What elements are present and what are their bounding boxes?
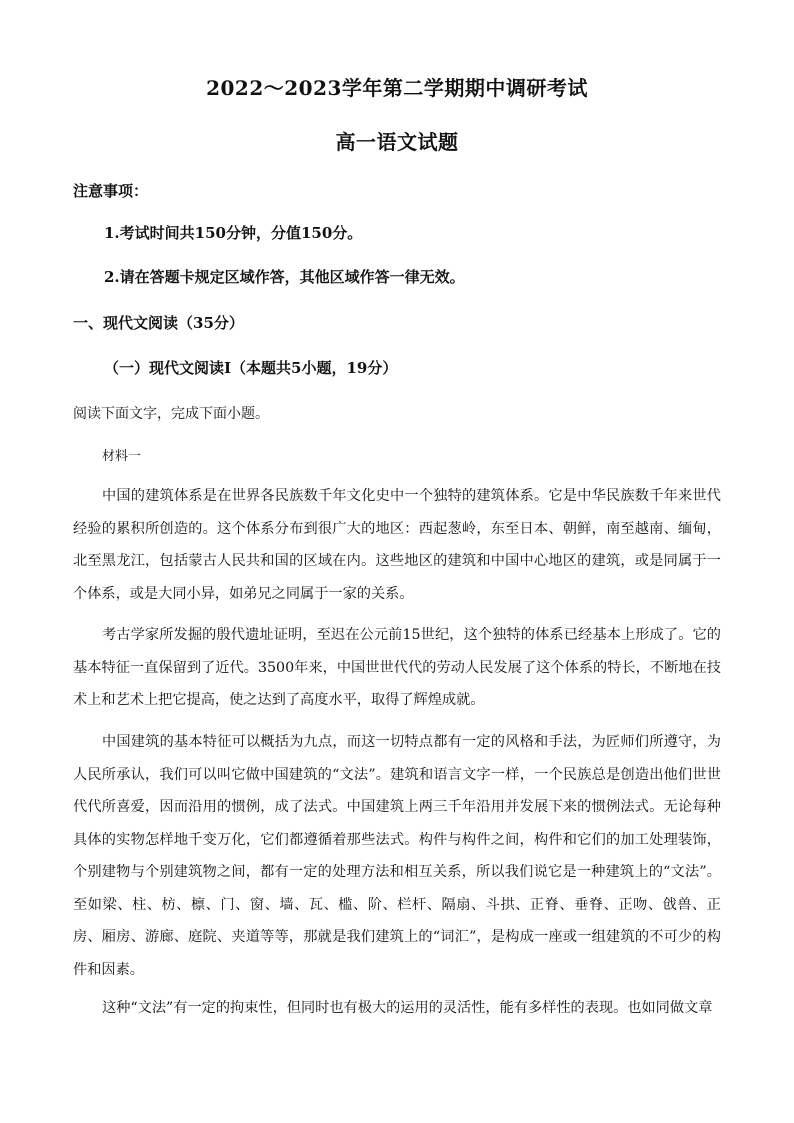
passage-paragraph: 考古学家所发掘的殷代遗址证明，至迟在公元前15世纪，这个独特的体系已经基本上形成了。它的基本特征一直保留到了近代。3500年来，中国世世代代的劳动人民发展了这个体系的特长，不断地在技术上和艺术上把它提高，使之达到了高度水平，取得了辉煌成就。 xyxy=(73,627,721,708)
notice-item: 1.考试时间共150分钟，分值150分。 xyxy=(104,224,363,242)
reading-instruction: 阅读下面文字，完成下面小题。 xyxy=(73,406,269,422)
passage-paragraph: 中国的建筑体系是在世界各民族数千年文化史中一个独特的建筑体系。它是中华民族数千年来世代经验的累积所创造的。这个体系分布到很广大的地区：西起葱岭，东至日本、朝鲜，南至越南、缅甸，北至黑龙江，包括蒙古人民共和国的区域在内。这些地区的建筑和中国中心地区的建筑，或是同属于一个体系，或是大同小异，如弟兄之同属于一家的关系。 xyxy=(73,488,721,602)
passage-paragraph: 中国建筑的基本特征可以概括为九点，而这一切特点都有一定的风格和手法，为匠师们所遵守，为人民所承认，我们可以叫它做中国建筑的“文法”。建筑和语言文字一样，一个民族总是创造出他们世世代代所喜爱，因而沿用的惯例，成了法式。中国建筑上两三千年沿用并发展下来的惯例法式。无论每种具体的实物怎样地千变万化，它们都遵循着那些法式。构件与构件之间，构件和它们的加工处理装饰，个别建物与个别建筑物之间，都有一定的处理方法和相互关系，所以我们说它是一种建筑上的“文法”。至如梁、柱、枋、檩、门、窗、墙、瓦、槛、阶、栏杆、隔扇、斗拱、正脊、垂脊、正吻、戗兽、正房、厢房、游廊、庭院、夹道等等，那就是我们建筑上的“词汇”，是构成一座或一组建筑的不可少的构件和因素。 xyxy=(73,734,721,978)
notice-item: 2.请在答题卡规定区域作答，其他区域作答一律无效。 xyxy=(104,268,465,286)
material-label: 材料一 xyxy=(102,449,142,464)
exam-subtitle: 高一语文试题 xyxy=(335,130,459,154)
subsection-title: （一）现代文阅读Ⅰ（本题共5小题，19分） xyxy=(104,359,398,377)
notice-heading: 注意事项： xyxy=(73,182,149,200)
passage-paragraph: 这种“文法”有一定的拘束性，但同时也有极大的运用的灵活性，能有多样性的表现。也如同做文章 xyxy=(102,1000,713,1016)
exam-title: 2022～2023学年第二学期期中调研考试 xyxy=(206,76,588,100)
section-title: 一、现代文阅读（35分） xyxy=(73,314,244,332)
